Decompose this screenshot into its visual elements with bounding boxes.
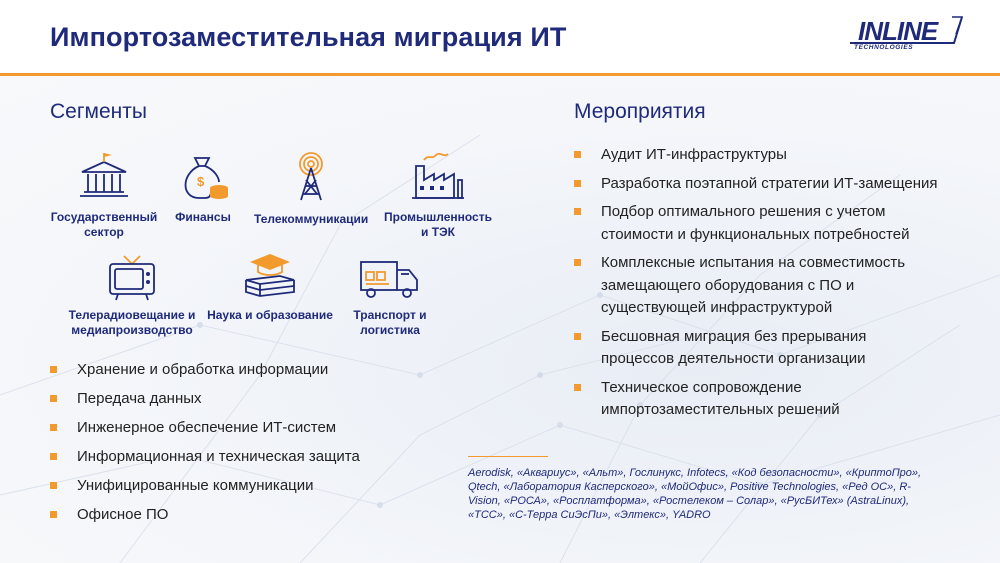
list-item: Унифицированные коммуникации xyxy=(50,475,450,498)
svg-text:$: $ xyxy=(197,174,205,189)
factory-icon xyxy=(410,152,466,202)
money-bag-icon xyxy=(175,152,231,202)
list-item: Бесшовная миграция без прерывания процессов деятельности организации xyxy=(574,326,894,371)
inline-logo xyxy=(848,14,968,54)
segment-finance xyxy=(170,152,236,225)
vendors-list: Aerodisk, «Аквариус», «Альт», Гослинукс, Infotecs, «Код безопасности», «КриптоПро», Qtech, «Лаборатория Касперского», «МойОфис», Positive Technologies, «Ред ОС», R-Vision, «РОСА», «Росплатформа», «Ростелеком – Солар», «РусБИТех» (AstraLinux), «ТСС», «С-Терра СиЭсПи», «Элтекс», YADRO xyxy=(468,467,922,521)
truck-icon xyxy=(357,250,423,302)
segment-broadcasting xyxy=(62,250,202,338)
logo-word: INLINE xyxy=(858,16,938,46)
segment-label: Наука и образование xyxy=(207,308,333,322)
segment-government xyxy=(46,152,162,240)
segments-title: Сегменты xyxy=(50,100,147,123)
list-item: Инженерное обеспечение ИТ-систем xyxy=(50,417,450,440)
tv-icon xyxy=(104,250,160,302)
list-item: Техническое сопровождение импортозаместительных решений xyxy=(574,377,854,422)
logo-subtitle: TECHNOLOGIES xyxy=(854,44,914,51)
activities-title: Мероприятия xyxy=(574,100,706,123)
header-divider xyxy=(0,73,1000,76)
graduation-cap-books-icon xyxy=(240,250,300,302)
vendors-divider xyxy=(468,456,548,457)
list-item: Передача данных xyxy=(50,388,450,411)
list-item: Комплексные испытания на совместимость замещающего оборудования с ПО и существующей инфраструктурой xyxy=(574,252,914,320)
government-building-icon xyxy=(76,152,132,202)
segment-science xyxy=(206,250,334,323)
list-item: Хранение и обработка информации xyxy=(50,359,450,382)
segment-label: Телекоммуникации xyxy=(254,212,369,226)
list-item: Разработка поэтапной стратегии ИТ-замещения xyxy=(574,173,974,196)
list-item: Подбор оптимального решения с учетом стоимости и функциональных потребностей xyxy=(574,201,914,246)
segment-telecom xyxy=(254,152,368,227)
slide-header xyxy=(0,0,1000,74)
segment-label: Транспорт и логистика xyxy=(353,308,427,337)
segment-label: Государственный сектор xyxy=(50,210,158,239)
activities-bullet-list xyxy=(574,144,974,428)
radio-tower-icon xyxy=(283,152,339,202)
list-item: Офисное ПО xyxy=(50,504,450,527)
segments-bullet-list xyxy=(50,359,450,533)
segment-transport xyxy=(340,250,440,338)
page-title: Импортозаместительная миграция ИТ xyxy=(50,22,567,52)
segment-label: Промышленность и ТЭК xyxy=(384,210,492,239)
segment-label: Телерадиовещание и медиапроизводство xyxy=(68,308,196,337)
segment-industry xyxy=(382,152,494,240)
list-item: Информационная и техническая защита xyxy=(50,446,450,469)
list-item: Аудит ИТ-инфраструктуры xyxy=(574,144,974,167)
segment-label: Финансы xyxy=(175,210,231,224)
